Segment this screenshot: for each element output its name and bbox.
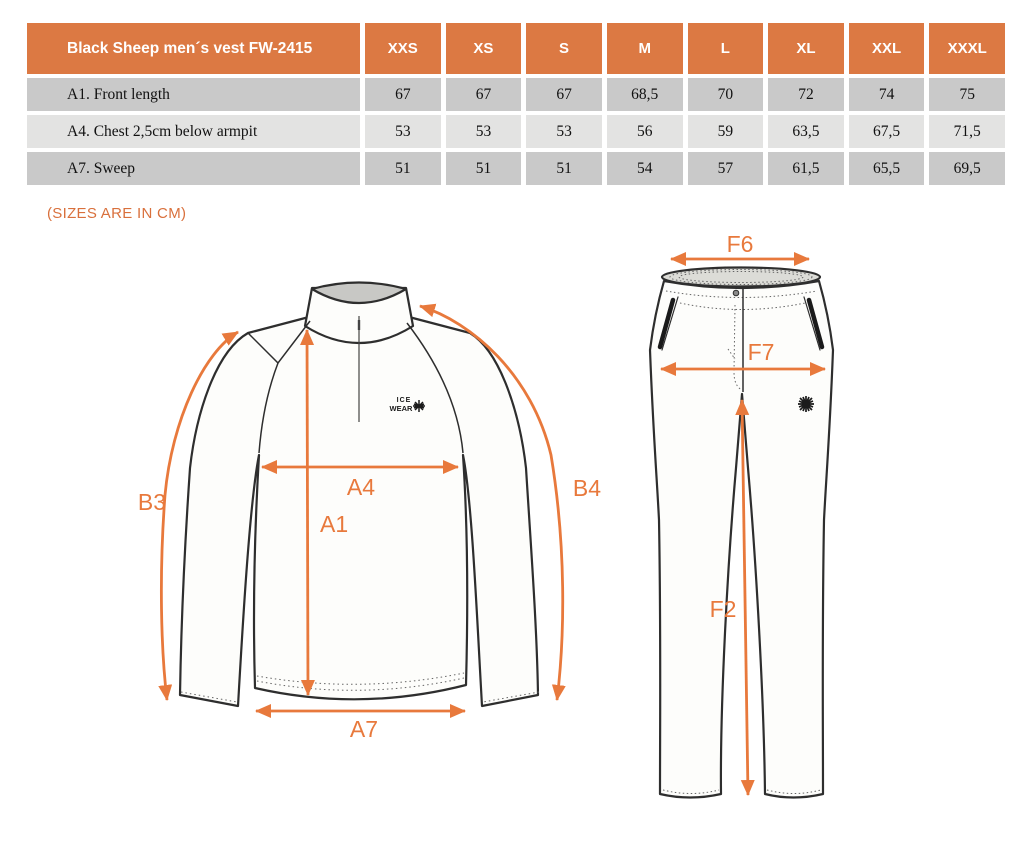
row-label-cell: A1. Front length [27,78,360,111]
label-a4: A4 [346,474,376,500]
arrow-a1 [307,330,308,695]
snowflake-icon [798,396,814,412]
value-cell: 65,5 [849,152,925,185]
value-cell: 63,5 [768,115,844,148]
value-cell: 67 [526,78,602,111]
pants-outline [650,268,833,798]
value-cell: 67 [365,78,441,111]
value-cell: 71,5 [929,115,1005,148]
row-label-cell: A4. Chest 2,5cm below armpit [27,115,360,148]
label-b3: B3 [137,489,167,515]
value-cell: 70 [688,78,764,111]
size-table [27,23,1005,185]
label-f2: F2 [709,596,737,622]
row-label-cell: A7. Sweep [27,152,360,185]
size-header-cell: S [526,23,602,74]
value-cell: 69,5 [929,152,1005,185]
waist-button [733,290,739,296]
value-cell: 68,5 [607,78,683,111]
svg-text:ICE: ICE [396,397,412,404]
value-cell: 74 [849,78,925,111]
size-header-cell: XL [768,23,844,74]
value-cell: 72 [768,78,844,111]
size-header-cell: M [607,23,683,74]
value-cell: 54 [607,152,683,185]
value-cell: 59 [688,115,764,148]
label-f7: F7 [747,339,775,365]
label-f6: F6 [726,235,754,257]
value-cell: 53 [365,115,441,148]
value-cell: 53 [526,115,602,148]
value-cell: 51 [365,152,441,185]
label-b4: B4 [572,475,602,501]
value-cell: 61,5 [768,152,844,185]
svg-text:WEAR: WEAR [389,404,413,413]
label-a1: A1 [320,511,349,537]
value-cell: 67,5 [849,115,925,148]
size-header-cell: L [688,23,764,74]
product-name-cell: Black Sheep men´s vest FW-2415 [27,23,360,74]
value-cell: 75 [929,78,1005,111]
value-cell: 51 [526,152,602,185]
top-garment-diagram [120,235,620,775]
value-cell: 53 [446,115,522,148]
size-header-cell: XS [446,23,522,74]
size-header-cell: XXXL [929,23,1005,74]
label-a7: A7 [349,716,379,742]
size-header-cell: XXL [849,23,925,74]
pants-diagram [630,235,860,830]
size-header-cell: XXS [365,23,441,74]
value-cell: 56 [607,115,683,148]
value-cell: 57 [688,152,764,185]
value-cell: 51 [446,152,522,185]
units-note: (SIZES ARE IN CM) [47,205,187,222]
value-cell: 67 [446,78,522,111]
